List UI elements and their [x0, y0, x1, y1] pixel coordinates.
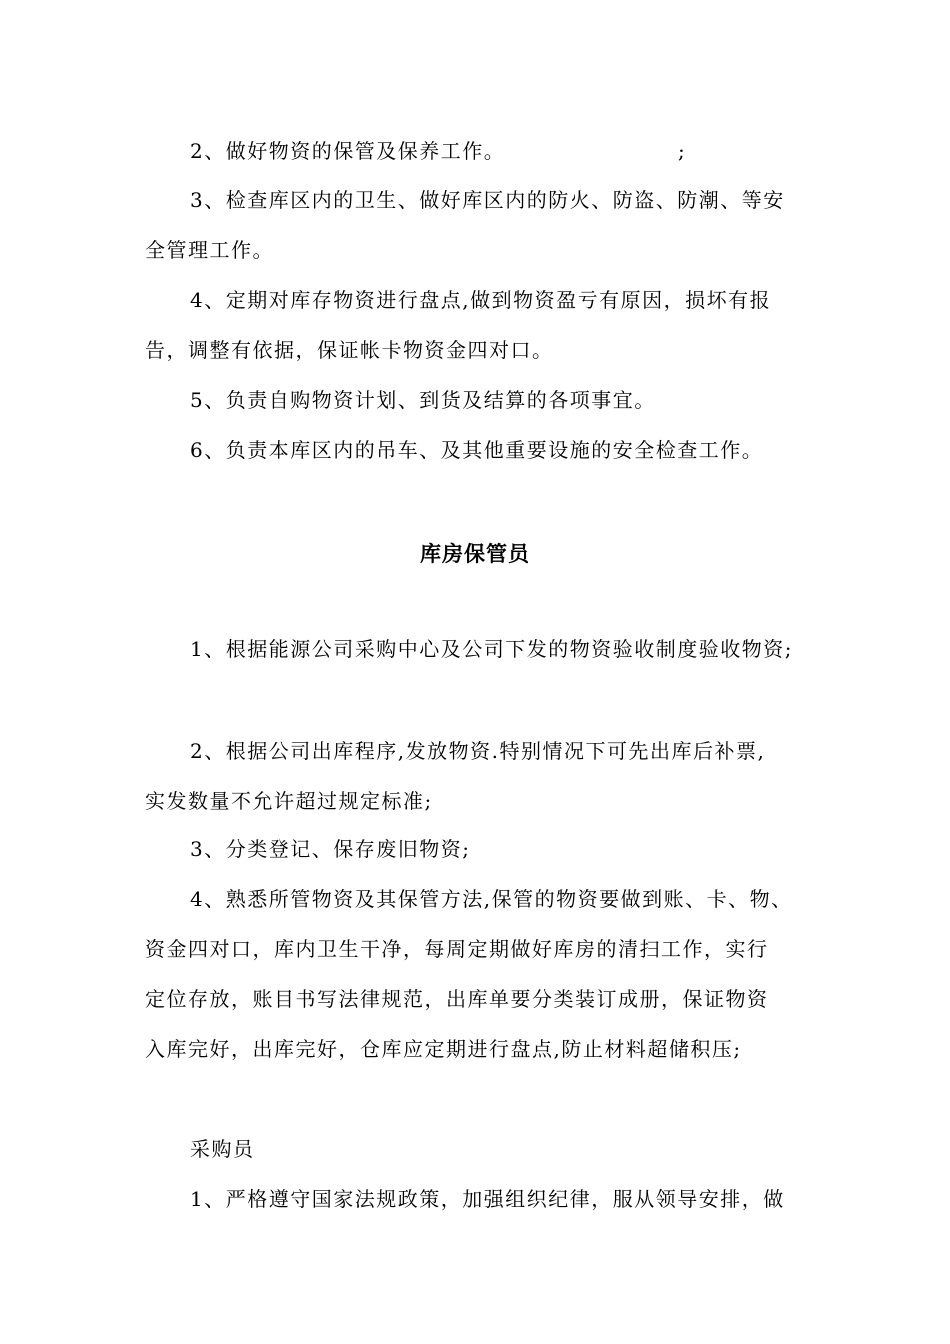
prev-item-4-line-1: 4、定期对库存物资进行盘点,做到物资盈亏有原因，损坏有报: [190, 288, 772, 312]
prev-item-2-trailing: ;: [678, 139, 685, 163]
keeper-item-4-line-2: 资金四对口，库内卫生干净，每周定期做好库房的清扫工作，实行: [145, 937, 769, 961]
prev-item-4-line-2: 告，调整有依据，保证帐卡物资金四对口。: [145, 338, 554, 362]
section-title-warehouse-keeper: 库房保管员: [420, 542, 530, 566]
prev-item-3-line-2: 全管理工作。: [145, 238, 274, 262]
prev-item-3-line-1: 3、检查库区内的卫生、做好库区内的防火、防盗、防潮、等安: [190, 188, 785, 212]
prev-item-5: 5、负责自购物资计划、到货及结算的各项事宜。: [190, 388, 656, 412]
keeper-item-4-line-1: 4、熟悉所管物资及其保管方法,保管的物资要做到账、卡、物、: [190, 887, 793, 911]
keeper-item-4-line-3: 定位存放，账目书写法律规范，出库单要分类装订成册，保证物资: [145, 987, 769, 1011]
keeper-item-4-line-4: 入库完好，出库完好，仓库应定期进行盘点,防止材料超储积压;: [145, 1037, 742, 1061]
keeper-item-3: 3、分类登记、保存废旧物资;: [190, 837, 471, 861]
prev-item-6: 6、负责本库区内的吊车、及其他重要设施的安全检查工作。: [190, 438, 764, 462]
keeper-item-1: 1、根据能源公司采购中心及公司下发的物资验收制度验收物资;: [190, 637, 793, 661]
keeper-item-2-line-1: 2、根据公司出库程序,发放物资.特别情况下可先出库后补票,: [190, 739, 766, 763]
prev-item-2: 2、做好物资的保管及保养工作。: [190, 139, 506, 163]
keeper-item-2-line-2: 实发数量不允许超过规定标准;: [145, 789, 433, 813]
section-title-purchaser: 采购员: [190, 1137, 255, 1161]
purchaser-item-1-line-1: 1、严格遵守国家法规政策，加强组织纪律，服从领导安排，做: [190, 1187, 785, 1211]
